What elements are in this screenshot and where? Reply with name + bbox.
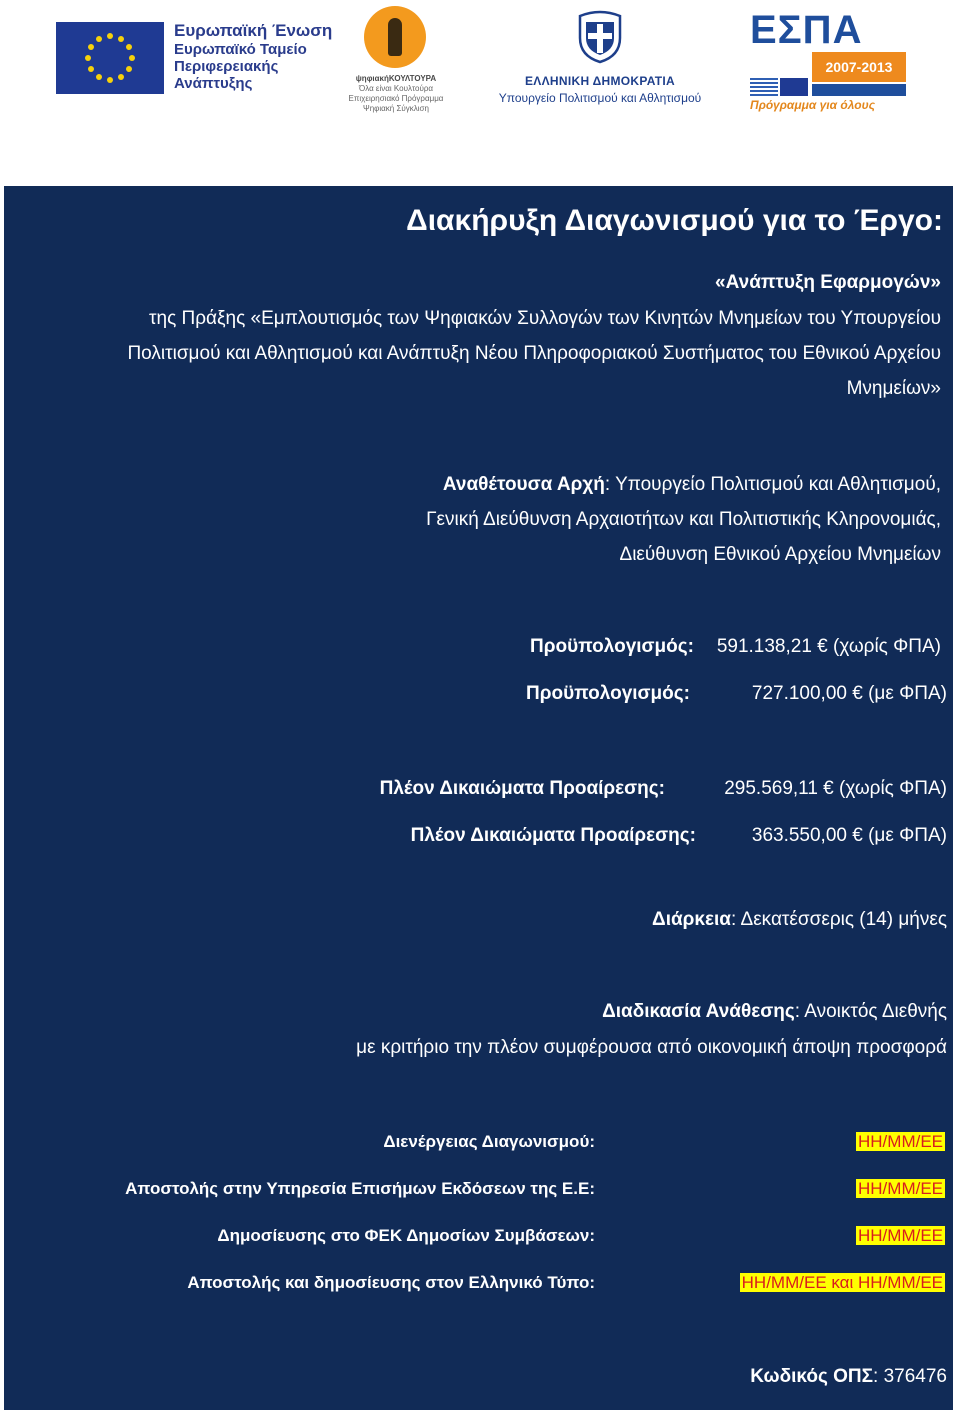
authority-line: Γενική Διεύθυνση Αρχαιοτήτων και Πολιτιστικής Κληρονομιάς, [426, 509, 941, 530]
date-value: ΗΗ/ΜΜ/ΕΕ [858, 1226, 943, 1245]
authority-line: Διεύθυνση Εθνικού Αρχείου Μνημείων [619, 544, 941, 565]
budget-label: Προϋπολογισμός: [530, 636, 694, 657]
espa-tagline: Πρόγραμμα για όλους [750, 98, 876, 112]
espa-years: 2007-2013 [812, 52, 906, 82]
date-value: ΗΗ/ΜΜ/ΕΕ [858, 1132, 943, 1151]
options-value: 363.550,00 € (με ΦΠΑ) [751, 825, 947, 846]
budget-label: Προϋπολογισμός: [526, 683, 690, 704]
eu-logo-line: Ευρωπαϊκό Ταμείο [174, 41, 307, 58]
date-label: Αποστολής και δημοσίευσης στον Ελληνικό Τύπο: [187, 1273, 595, 1292]
date-value: ΗΗ/ΜΜ/ΕΕ και ΗΗ/ΜΜ/ΕΕ [741, 1273, 943, 1292]
espa-logo [750, 8, 910, 112]
procedure-value: : Ανοικτός Διεθνής [794, 1001, 947, 1022]
project-name: «Ανάπτυξη Εφαρμογών» [715, 272, 941, 293]
eu-logo-line: Ανάπτυξης [174, 75, 253, 92]
eu-logo-text [174, 22, 344, 92]
ops-code-label: Κωδικός ΟΠΣ [750, 1366, 874, 1387]
options-label: Πλέον Δικαιώματα Προαίρεσης: [379, 778, 665, 799]
digital-culture-line: Όλα είναι Κουλτούρα [359, 84, 433, 93]
logo-bar [0, 0, 960, 130]
greek-flag-icon [750, 78, 778, 96]
budget-value: 727.100,00 € (με ΦΠΑ) [751, 683, 947, 704]
eu-logo-line: Ευρωπαϊκή Ένωση [174, 21, 333, 40]
award-procedure [602, 1001, 947, 1023]
options-label: Πλέον Δικαιώματα Προαίρεσης: [410, 825, 696, 846]
contracting-authority [443, 474, 941, 496]
date-value: ΗΗ/ΜΜ/ΕΕ [858, 1179, 943, 1198]
eu-logo-line: Περιφερειακής [174, 58, 279, 75]
project-description-line: Μνημείων» [846, 378, 941, 399]
digital-culture-line: ψηφιακήΚΟΥΛΤΟΥΡΑ [355, 74, 437, 83]
ops-code-value: : 376476 [873, 1366, 947, 1387]
date-label: Διενέργειας Διαγωνισμού: [383, 1132, 595, 1151]
digital-culture-logo [346, 6, 446, 112]
digital-culture-text [346, 74, 446, 114]
authority-value: : Υπουργείο Πολιτισμού και Αθλητισμού, [604, 474, 941, 495]
ministry-name: Υπουργείο Πολιτισμού και Αθλητισμού [498, 91, 702, 105]
eu-flag-small-icon [780, 78, 808, 96]
eu-flag-icon [56, 22, 164, 94]
digital-culture-emblem-icon [364, 6, 426, 68]
announcement-panel [4, 186, 953, 1410]
procedure-criterion: με κριτήριο την πλέον συμφέρουσα από οικονομική άποψη προσφορά [356, 1037, 947, 1058]
authority-label: Αναθέτουσα Αρχή [442, 474, 605, 495]
digital-culture-line: Ψηφιακή Σύγκλιση [363, 104, 429, 113]
eu-erdf-logo [56, 22, 336, 94]
greek-republic-logo [480, 10, 720, 110]
espa-title: ΕΣΠΑ [750, 8, 863, 52]
digital-culture-line: Επιχειρησιακό Πρόγραμμα [348, 94, 444, 103]
date-label: Δημοσίευσης στο ΦΕΚ Δημοσίων Συμβάσεων: [217, 1226, 595, 1245]
project-description-line: Πολιτισμού και Αθλητισμού και Ανάπτυξη Νέου Πληροφοριακού Συστήματος του Εθνικού Αρχείου [127, 343, 941, 364]
duration-label: Διάρκεια [652, 909, 731, 930]
procedure-label: Διαδικασία Ανάθεσης [602, 1001, 795, 1022]
options-value: 295.569,11 € (χωρίς ΦΠΑ) [724, 778, 947, 799]
greek-republic-name: ΕΛΛΗΝΙΚΗ ΔΗΜΟΚΡΑΤΙΑ [525, 74, 675, 88]
date-label: Αποστολής στην Υπηρεσία Επισήμων Εκδόσεων της Ε.Ε: [125, 1179, 595, 1198]
duration [652, 909, 947, 931]
duration-value: : Δεκατέσσερις (14) μήνες [731, 909, 947, 930]
page-title: Διακήρυξη Διαγωνισμού για το Έργο: [406, 204, 943, 237]
project-description-line: της Πράξης «Εμπλουτισμός των Ψηφιακών Συλλογών των Κινητών Μνημείων του Υπουργείου [149, 308, 941, 329]
budget-value: 591.138,21 € (χωρίς ΦΠΑ) [716, 636, 941, 657]
espa-flags-icon [750, 78, 810, 96]
ops-code [750, 1366, 947, 1388]
espa-bar [812, 84, 906, 96]
greek-coat-of-arms-icon [576, 10, 624, 64]
